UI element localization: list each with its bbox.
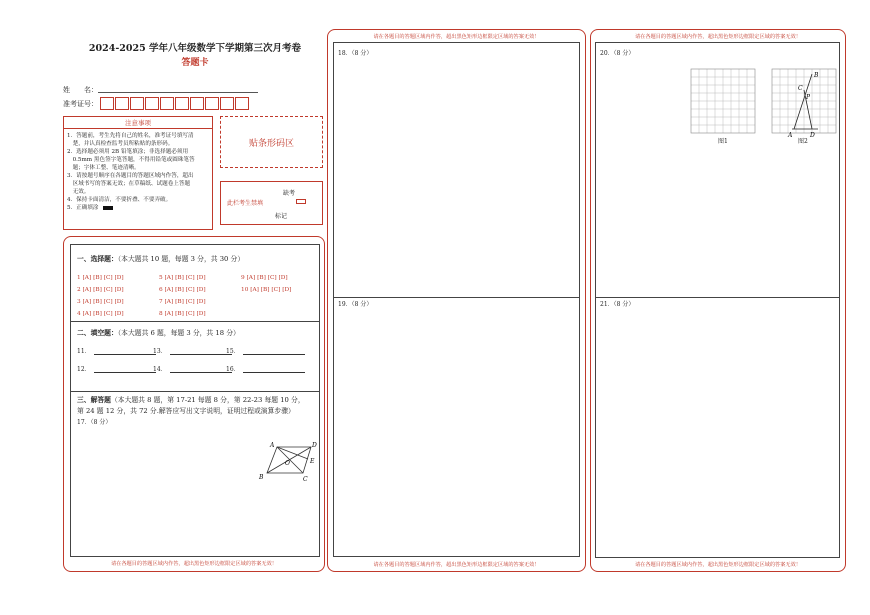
section3-desc-line2 xyxy=(77,405,295,415)
q20-figure-1 xyxy=(690,68,758,142)
grid-lines xyxy=(772,69,836,133)
answer-frame-2 xyxy=(333,42,580,557)
absent-note: 此栏考生禁填 xyxy=(227,200,264,207)
blank-line[interactable] xyxy=(94,354,156,355)
notice-item: 1．答题前，考生先将自己的姓名，准考证号填写清 xyxy=(67,133,194,139)
fill-example-label: 5．正确填涂 xyxy=(67,205,99,211)
label-d: D xyxy=(312,442,317,449)
section2-heading: 二、填空题： xyxy=(77,329,118,337)
exam-title: 2024-2025 学年八年级数学下学期第三次月考卷 xyxy=(88,43,302,54)
choice-q1[interactable]: 1 [A] [B] [C] [D] xyxy=(77,275,124,281)
notice-title: 注意事项 xyxy=(64,117,212,129)
segment-ba xyxy=(794,74,812,129)
q21-label: 21．（8 分） xyxy=(600,301,635,308)
section2-desc: （本大题共 6 题，每题 3 分，共 18 分） xyxy=(117,329,240,337)
choice-column-1 xyxy=(77,272,124,320)
notice-item: 4．保持卡面清洁，不要折叠、不要弄破。 xyxy=(67,197,172,203)
label-p: P xyxy=(806,94,811,101)
notice-item: 楚，并认真检查监考员所粘贴的条形码。 xyxy=(67,141,174,147)
section-divider xyxy=(71,391,319,392)
q20-label: 20．（8 分） xyxy=(600,50,635,57)
id-digit-box[interactable] xyxy=(145,97,159,110)
blank-q15[interactable] xyxy=(226,346,305,355)
exam-id-boxes[interactable] xyxy=(100,97,250,110)
choice-q3[interactable]: 3 [A] [B] [C] [D] xyxy=(77,299,124,305)
blank-q11-label: 11． xyxy=(77,348,91,355)
label-c: C xyxy=(798,85,803,92)
blank-line[interactable] xyxy=(170,372,232,373)
warning-text: 请在各题目的答题区域内作答，超出黑色矩形边框限定区域的答案无效！ xyxy=(634,34,801,40)
notice-item-fill xyxy=(64,204,212,212)
section3-title xyxy=(77,395,317,405)
choice-column-2 xyxy=(159,272,206,320)
diagonal-ac xyxy=(277,447,303,473)
section1-desc: （本大题共 10 题，每题 3 分，共 30 分） xyxy=(117,255,245,263)
blank-line[interactable] xyxy=(94,372,156,373)
warning-text: 请在各题目的答题区域内作答，超出黑色矩形边框限定区域的答案无效！ xyxy=(634,562,801,568)
id-digit-box[interactable] xyxy=(160,97,174,110)
figure-1-label: 图1 xyxy=(718,138,728,145)
notice-item: 无效。 xyxy=(67,189,90,195)
blank-q14-label: 14． xyxy=(153,366,167,373)
choice-q10[interactable]: 10 [A] [B] [C] [D] xyxy=(241,287,292,293)
label-a: A xyxy=(788,132,793,139)
section1-heading: 一、选择题： xyxy=(77,255,118,263)
blank-q13[interactable] xyxy=(153,346,232,355)
q18-label: 18．（8 分） xyxy=(338,50,373,57)
id-digit-box[interactable] xyxy=(115,97,129,110)
section3-heading: 三、解答题 xyxy=(77,396,111,404)
absent-label-bottom: 标记 xyxy=(275,213,288,220)
answer-frame-1 xyxy=(70,244,320,557)
notice-box xyxy=(63,116,213,230)
blank-q11[interactable] xyxy=(77,346,156,355)
label-o: O xyxy=(285,460,290,467)
section2-title xyxy=(77,327,240,337)
answer-frame-3 xyxy=(595,42,840,558)
blank-q12-label: 12． xyxy=(77,366,91,373)
q19-label: 19．（8 分） xyxy=(338,301,373,308)
name-label: 姓 名： xyxy=(63,86,98,94)
section-divider xyxy=(71,321,319,322)
blank-line[interactable] xyxy=(170,354,232,355)
label-b: B xyxy=(259,474,264,481)
choice-q7[interactable]: 7 [A] [B] [C] [D] xyxy=(159,299,206,305)
name-field[interactable] xyxy=(98,92,258,93)
section1-title xyxy=(77,253,244,263)
blank-q16[interactable] xyxy=(226,364,305,373)
label-c: C xyxy=(303,476,308,482)
grid-lines xyxy=(691,69,755,133)
blank-q12[interactable] xyxy=(77,364,156,373)
answer-sheet-label: 答题卡 xyxy=(181,58,209,68)
q17-figure xyxy=(255,438,319,482)
warning-text: 请在各题目的答题区域内作答，超出黑色矩形边框限定区域的答案无效！ xyxy=(110,561,277,567)
blank-q16-label: 16． xyxy=(226,366,240,373)
label-e: E xyxy=(310,458,315,465)
choice-column-3 xyxy=(241,272,291,296)
q20-figure-2 xyxy=(768,68,840,142)
choice-q2[interactable]: 2 [A] [B] [C] [D] xyxy=(77,287,124,293)
choice-q6[interactable]: 6 [A] [B] [C] [D] xyxy=(159,287,206,293)
label-d: D xyxy=(810,132,815,139)
warning-text: 请在各题目的答题区域内作答，超出黑色矩形边框限定区域的答案无效！ xyxy=(373,34,540,40)
blank-q14[interactable] xyxy=(153,364,232,373)
id-digit-box[interactable] xyxy=(235,97,249,110)
question-divider xyxy=(334,297,579,298)
notice-item: 区域书写的答案无效；在草稿纸、试题卷上答题 xyxy=(67,181,191,187)
absent-checkbox[interactable] xyxy=(296,199,306,204)
absent-mark-box xyxy=(220,181,323,225)
notice-item: 2．选择题必须用 2B 铅笔填涂；非选择题必须用 xyxy=(67,149,189,155)
id-digit-box[interactable] xyxy=(130,97,144,110)
label-b: B xyxy=(814,72,819,79)
warning-text: 请在各题目的答题区域内作答，超出黑色矩形边框限定区域的答案无效！ xyxy=(373,562,540,568)
q17-label: 17．（8 分） xyxy=(77,419,112,426)
blank-line[interactable] xyxy=(243,354,305,355)
choice-q9[interactable]: 9 [A] [B] [C] [D] xyxy=(241,275,288,281)
barcode-label: 贴条形码区 xyxy=(248,138,294,149)
segment-ae xyxy=(277,447,308,459)
choice-q8[interactable]: 8 [A] [B] [C] [D] xyxy=(159,311,206,317)
notice-item: 3．请按题号顺序在各题目的答题区域内作答，超出 xyxy=(67,173,194,179)
label-a: A xyxy=(270,442,275,449)
id-digit-box[interactable] xyxy=(175,97,189,110)
choice-q5[interactable]: 5 [A] [B] [C] [D] xyxy=(159,275,206,281)
exam-id-label: 准考证号： xyxy=(63,100,98,108)
notice-item: 0.5mm 黑色签字笔答题，不得用铅笔或圆珠笔答 xyxy=(67,157,195,163)
blank-q15-label: 15． xyxy=(226,348,240,355)
section3-desc1: （本大题共 8 题，第 17-21 每题 8 分，第 22-23 每题 10 分， xyxy=(110,396,305,404)
barcode-area xyxy=(220,116,323,168)
choice-q4[interactable]: 4 [A] [B] [C] [D] xyxy=(77,311,124,317)
filled-bubble-icon xyxy=(103,206,113,210)
figure-2-label: 图2 xyxy=(798,138,808,145)
blank-q13-label: 13． xyxy=(153,348,167,355)
blank-line[interactable] xyxy=(243,372,305,373)
question-divider xyxy=(596,297,839,298)
notice-item: 题；字体工整、笔迹清晰。 xyxy=(67,165,140,171)
id-digit-box[interactable] xyxy=(220,97,234,110)
id-digit-box[interactable] xyxy=(205,97,219,110)
id-digit-box[interactable] xyxy=(190,97,204,110)
id-digit-box[interactable] xyxy=(100,97,114,110)
section3-desc2: 第 24 题 12 分，共 72 分.解答应写出文字说明，证明过程或演算步骤） xyxy=(77,407,295,415)
absent-label-top: 缺考 xyxy=(283,190,296,197)
